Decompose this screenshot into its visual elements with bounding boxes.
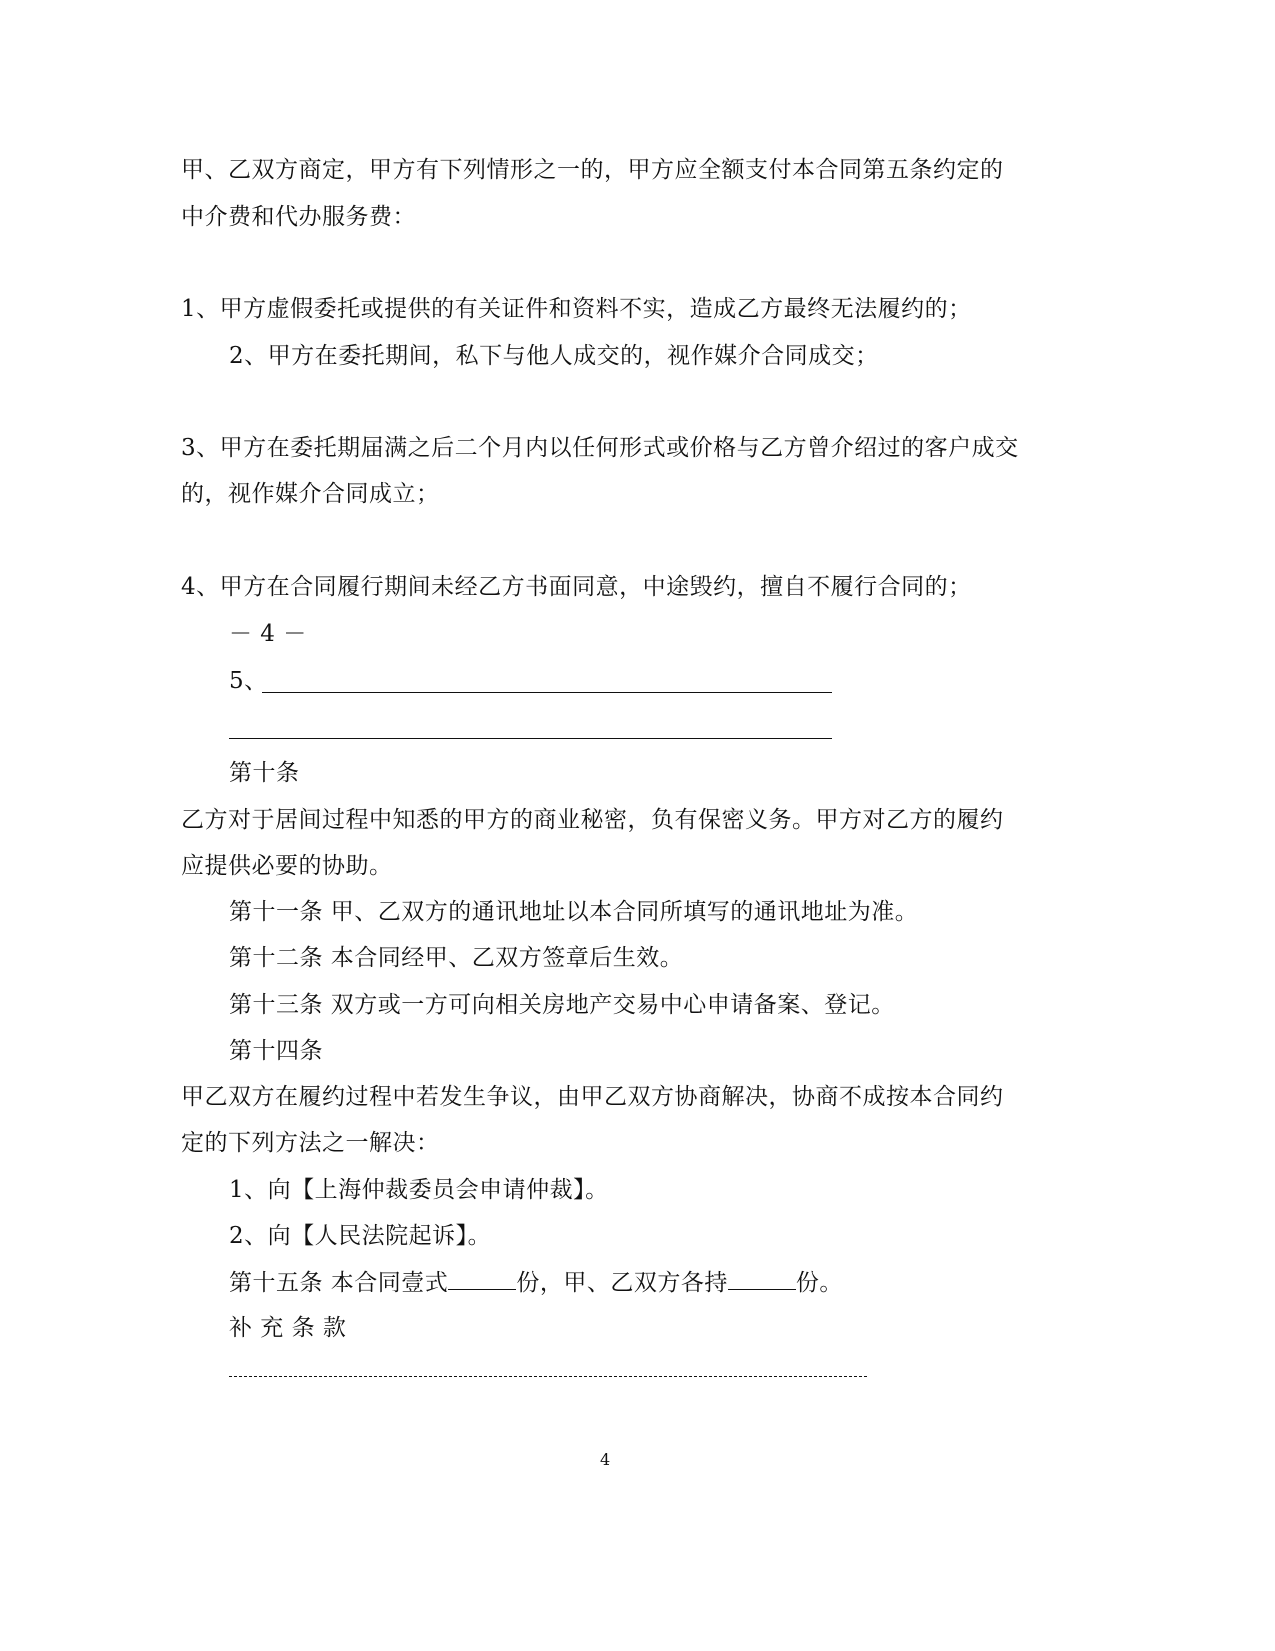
paragraph-line: 的，视作媒介合同成立； — [181, 481, 440, 507]
list-item: 4、甲方在合同履行期间未经乙方书面同意，中途毁约，擅自不履行合同的； — [181, 574, 972, 600]
clause15-suffix: 份。 — [795, 1270, 843, 1296]
clause-heading: 第十四条 — [229, 1038, 323, 1064]
fill-in-line — [262, 692, 832, 693]
paragraph-line: 甲乙双方在履约过程中若发生争议，由甲乙双方协商解决，协商不成按本合同约 — [181, 1084, 1004, 1110]
clause-line: 第十一条 甲、乙双方的通讯地址以本合同所填写的通讯地址为准。 — [229, 899, 919, 925]
paragraph-line: 甲、乙双方商定，甲方有下列情形之一的，甲方应全额支付本合同第五条约定的 — [181, 157, 1004, 183]
clause-line: 第十二条 本合同经甲、乙双方签章后生效。 — [229, 945, 684, 971]
clause15-prefix: 第十五条 本合同壹式 — [229, 1270, 449, 1296]
paragraph-line: 定的下列方法之一解决： — [181, 1130, 440, 1156]
clause-line — [229, 1267, 843, 1298]
clause-line: 第十三条 双方或一方可向相关房地产交易中心申请备案、登记。 — [229, 992, 895, 1018]
fill-in-line — [229, 738, 832, 739]
list-item: 2、甲方在委托期间，私下与他人成交的，视作媒介合同成交； — [229, 343, 879, 369]
copies-blank[interactable] — [448, 1267, 516, 1290]
page-number: 4 — [600, 1450, 611, 1469]
list-item: 1、向【上海仲裁委员会申请仲裁】。 — [229, 1177, 609, 1203]
paragraph-line: 中介费和代办服务费： — [181, 204, 416, 230]
supplement-title: 补 充 条 款 — [229, 1315, 347, 1341]
list-item: 2、向【人民法院起诉】。 — [229, 1223, 492, 1249]
paragraph-line: 乙方对于居间过程中知悉的甲方的商业秘密，负有保密义务。甲方对乙方的履约 — [181, 807, 1004, 833]
list-item: 3、甲方在委托期届满之后二个月内以任何形式或价格与乙方曾介绍过的客户成交 — [181, 435, 1019, 461]
copies-each-blank[interactable] — [728, 1267, 796, 1290]
inline-page-marker: － 4 － — [229, 621, 307, 647]
clause15-middle: 份，甲、乙双方各持 — [516, 1270, 728, 1296]
clause-heading: 第十条 — [229, 760, 300, 786]
list-item: 1、甲方虚假委托或提供的有关证件和资料不实，造成乙方最终无法履约的； — [181, 296, 972, 322]
list-item: 5、 — [229, 668, 268, 694]
supplement-fill-line — [229, 1376, 867, 1377]
paragraph-line: 应提供必要的协助。 — [181, 853, 393, 879]
